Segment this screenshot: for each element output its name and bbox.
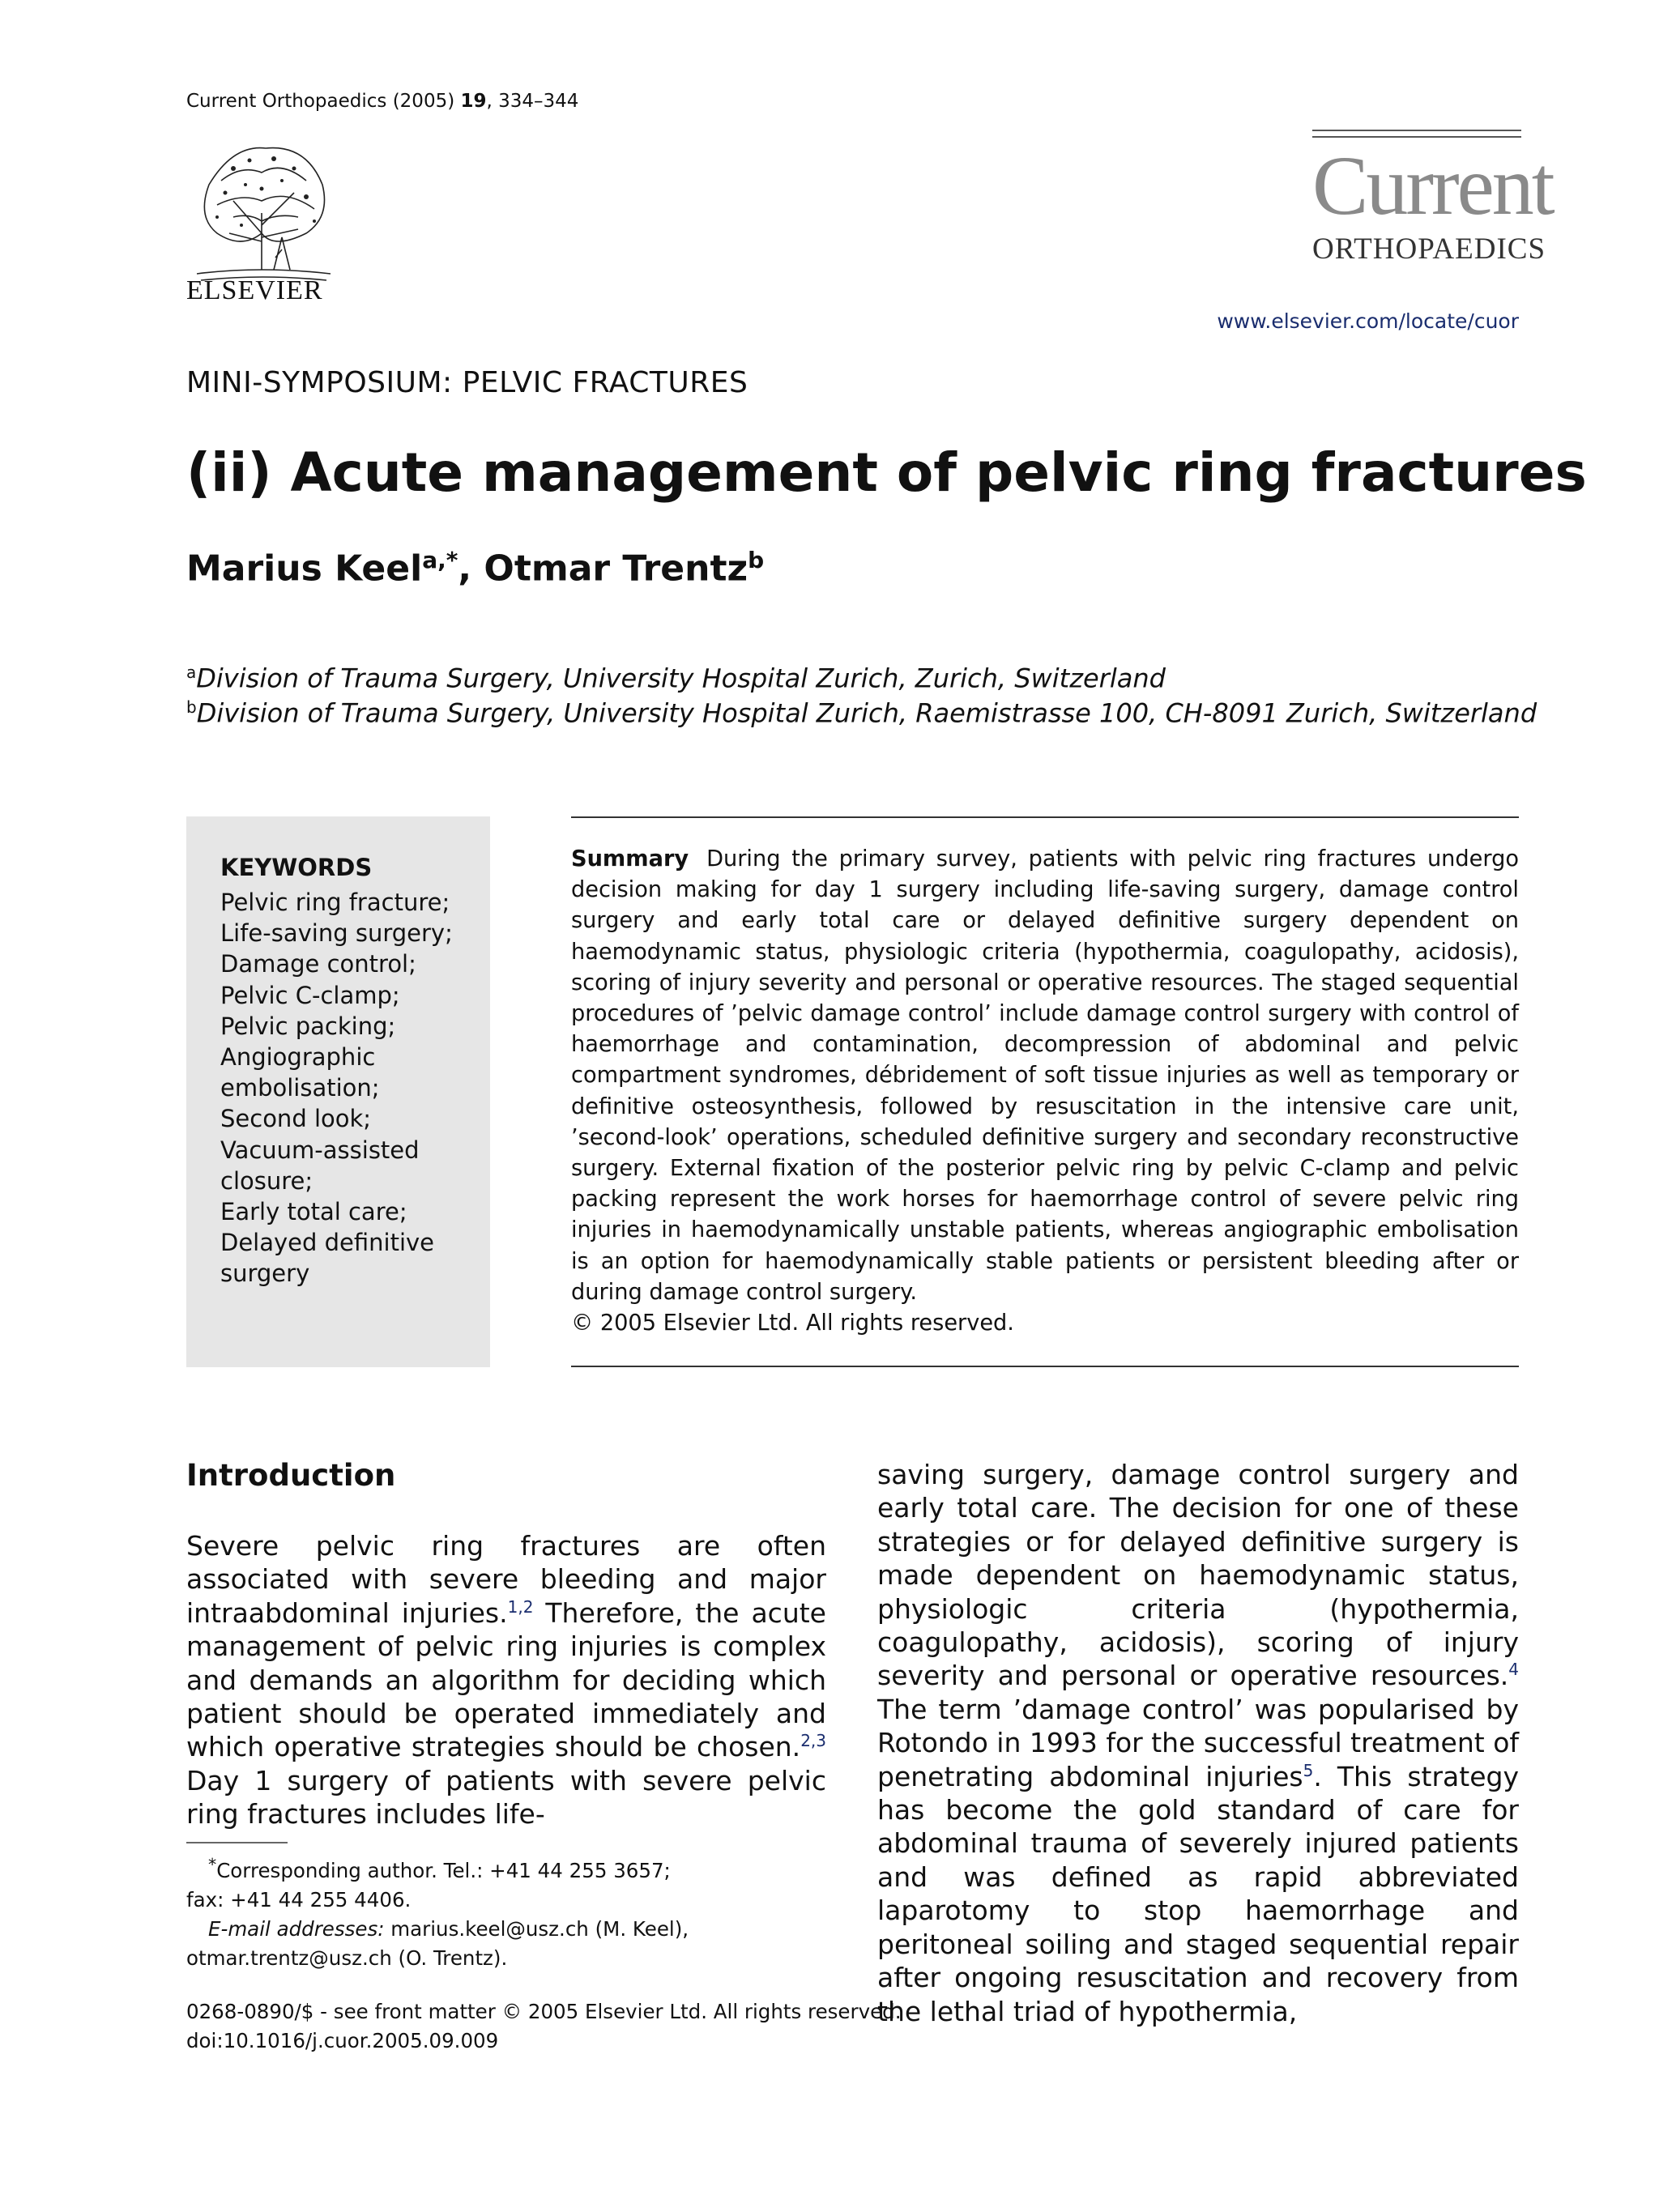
body-text: The term ’damage control’ was popularised by Rotondo in 1993 for the successful treatment of penetrating abdominal injuries [877,1693,1519,1792]
email-link[interactable]: marius.keel@usz.ch (M. Keel), [384,1917,689,1941]
journal-year: (2005) [392,91,455,112]
page-footer [186,1997,901,2056]
elsevier-wordmark: ELSEVIER [186,275,323,305]
affiliation-text: Division of Trauma Surgery, University Hospital Zurich, Zurich, Switzerland [196,663,1166,694]
keyword-line: Life-saving surgery; [220,919,453,948]
citation-link[interactable]: 1,2 [507,1596,534,1617]
journal-name: Current Orthopaedics [186,91,387,112]
citation-link[interactable]: 2,3 [800,1731,826,1751]
summary-copyright: © 2005 Elsevier Ltd. All rights reserved. [571,1311,1014,1336]
keywords-heading: KEYWORDS [220,854,373,881]
email-line [186,1915,826,1944]
logo-rule [1312,136,1521,138]
body-column-right [877,1458,1519,2028]
email-label: E-mail addresses: [208,1917,385,1941]
footnotes [186,1850,826,1973]
author-list: Marius Keel$^{a,*}$, Otmar Trentz$^b$ [186,547,765,590]
keyword-line: Pelvic C-clamp; [220,981,400,1009]
citation-link[interactable]: 4 [1508,1660,1519,1680]
keyword-line: Angiographic [220,1043,376,1072]
footnote-rule [186,1842,288,1843]
author-name: Otmar Trentz [484,548,748,590]
keyword-line: Early total care; [220,1198,407,1226]
footnote-text: Corresponding author. Tel.: +41 44 255 3657; [216,1859,671,1883]
logo-rule [1312,130,1521,131]
summary-label: Summary [571,846,689,872]
keyword-line: Damage control; [220,950,416,978]
fax-line: fax: +41 44 255 4406. [186,1888,412,1912]
body-text: Day 1 surgery of patients with severe pelvic ring fractures includes life- [186,1764,826,1831]
author-superscript: b [748,547,765,573]
summary-text: During the primary survey, patients with pelvic ring fractures undergo decision making for day 1 surgery including life-saving surgery, damage control surgery and early total care or delayed definitive surgery dependent on haemodynamic status, physiologic criteria (hypothermia, coagulopathy, acidosis), scoring of injury severity and personal or operative resources. The staged sequential procedures of ’pelvic damage control’ include damage control surgery with control of haemorrhage and contamination, decompression of abdominal and pelvic compartment syndromes, débridement of soft tissue injuries as well as temporary or definitive osteosynthesis, followed by resuscitation in the intensive care unit, ’second-look’ operations, scheduled definitive surgery and secondary reconstructive surgery. External fixation of the posterior pelvic ring by pelvic C-clamp and pelvic packing represent the work horses for haemorrhage control of severe pelvic ring injuries in haemodynamically unstable patients, whereas angiographic embolisation is an option for haemodynamically stable patients or persistent bleeding after or during damage control surgery. [571,846,1519,1305]
keyword-line: Delayed definitive [220,1229,435,1257]
summary-bottom-rule [571,1366,1519,1367]
body-text: saving surgery, damage control surgery and early total care. The decision for one of these strategies or for delayed definitive surgery is made dependent on haemodynamic status, physiologic criteria (hypothermia, coagulopathy, acidosis), scoring of injury severity and personal or operative resources. [877,1459,1519,1692]
keyword-line: embolisation; [220,1074,380,1102]
keyword-line: Vacuum-assisted [220,1136,420,1164]
author-name: Marius Keel [186,548,423,590]
summary-paragraph [571,844,1519,1308]
affiliation-mark: a [186,663,197,682]
keyword-line: Pelvic ring fracture; [220,889,450,916]
body-text: Severe pelvic ring fractures are often associated with severe bleeding and major intraabdominal injuries. [186,1530,826,1629]
affiliation [186,663,1166,694]
affiliation-mark: b [186,697,197,717]
issn-line: 0268-0890/$ - see front matter © 2005 Elsevier Ltd. All rights reserved. [186,2000,902,2023]
keyword-line: closure; [220,1166,313,1195]
introduction-heading: Introduction [186,1458,396,1493]
keyword-line: Pelvic packing; [220,1012,396,1040]
logo-orthopaedics: ORTHOPAEDICS [1312,232,1546,266]
author-superscript: a,* [422,547,458,573]
keyword-line: surgery [220,1259,310,1288]
body-column-left [186,1529,826,1831]
journal-reference: Current Orthopaedics (2005) 19, 334–344 [186,91,579,112]
doi-line: doi:10.1016/j.cuor.2005.09.009 [186,2029,499,2052]
body-text: . This strategy has become the gold standard of care for abdominal trauma of severely injured patients and was defined as rapid abbreviated laparotomy to stop haemorrhage and peritoneal soiling and staged sequential repair after ongoing resuscitation and recovery from the lethal triad of hypothermia, [877,1760,1519,2027]
summary-block [571,844,1519,1339]
journal-url-link[interactable]: www.elsevier.com/locate/cuor [1217,309,1519,333]
journal-volume: 19 [460,91,487,112]
citation-link[interactable]: 5 [1303,1760,1314,1780]
summary-top-rule [571,816,1519,818]
email-link[interactable]: otmar.trentz@usz.ch (O. Trentz). [186,1946,508,1971]
footnote-mark: * [208,1855,217,1874]
keywords-list [220,887,480,1289]
body-text: Therefore, the acute management of pelvic ring injuries is complex and demands an algorithm for deciding which patient should be operated immediately and which operative strategies should be chosen. [186,1596,826,1763]
current-orthopaedics-logo [1312,130,1553,266]
journal-pages: 334–344 [498,91,579,112]
corresponding-author-note [186,1850,826,1886]
section-label: MINI-SYMPOSIUM: PELVIC FRACTURES [186,366,748,399]
affiliation-text: Division of Trauma Surgery, University Hospital Zurich, Raemistrasse 100, CH-8091 Zurich, Switzerland [196,697,1537,729]
article-title: (ii) Acute management of pelvic ring fractures [186,441,1587,504]
keyword-line: Second look; [220,1105,372,1133]
logo-current: Current [1312,139,1553,232]
keywords-box [186,816,490,1367]
affiliation [186,697,1537,729]
